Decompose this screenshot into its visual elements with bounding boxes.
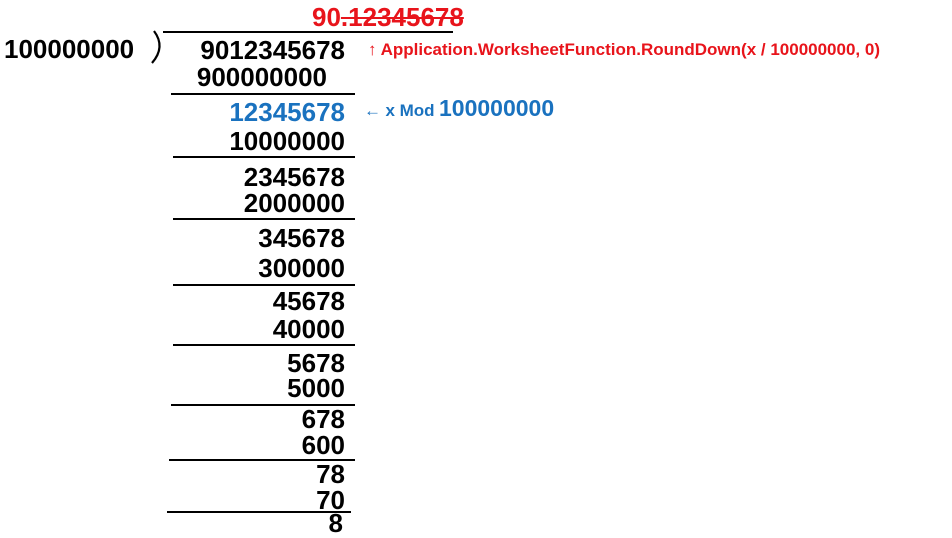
left-arrow-icon: ← xyxy=(364,101,381,120)
step-rule xyxy=(173,218,355,220)
division-overline xyxy=(163,31,453,33)
step-subtract: 900000000 xyxy=(196,62,327,92)
rounddown-formula: Application.WorksheetFunction.RoundDown(x / 100000000, 0) xyxy=(380,40,880,59)
division-bracket xyxy=(146,29,170,65)
step-remainder: 5678 xyxy=(287,348,345,378)
quotient-fraction-part: .12345678 xyxy=(340,2,464,32)
step-rule xyxy=(167,511,351,513)
step-remainder: 45678 xyxy=(272,286,345,316)
up-arrow-icon: ↑ xyxy=(368,40,377,59)
final-remainder: 8 xyxy=(328,508,343,538)
step-subtract: 2000000 xyxy=(243,188,345,218)
step-subtract: 300000 xyxy=(258,253,345,283)
remainder-mod: 12345678 xyxy=(229,97,345,127)
mod-label: x Mod xyxy=(385,101,435,120)
mod-value: 100000000 xyxy=(439,95,555,121)
step-subtract: 40000 xyxy=(272,314,345,344)
step-subtract: 70 xyxy=(316,485,345,515)
step-remainder: 2345678 xyxy=(243,162,345,192)
step-subtract: 600 xyxy=(301,430,345,460)
step-remainder: 78 xyxy=(316,459,345,489)
step-remainder: 345678 xyxy=(258,223,345,253)
step-rule xyxy=(173,156,355,158)
rounddown-annotation xyxy=(368,37,880,63)
step-subtract: 10000000 xyxy=(229,126,345,156)
step-rule xyxy=(173,344,355,346)
step-subtract: 5000 xyxy=(287,373,345,403)
step-remainder: 678 xyxy=(301,404,345,434)
quotient-integer-part: 90 xyxy=(312,2,341,32)
mod-annotation xyxy=(364,94,554,126)
dividend: 9012345678 xyxy=(200,35,345,65)
divisor: 100000000 xyxy=(4,34,135,64)
quotient xyxy=(312,2,464,32)
step-rule xyxy=(171,93,355,95)
